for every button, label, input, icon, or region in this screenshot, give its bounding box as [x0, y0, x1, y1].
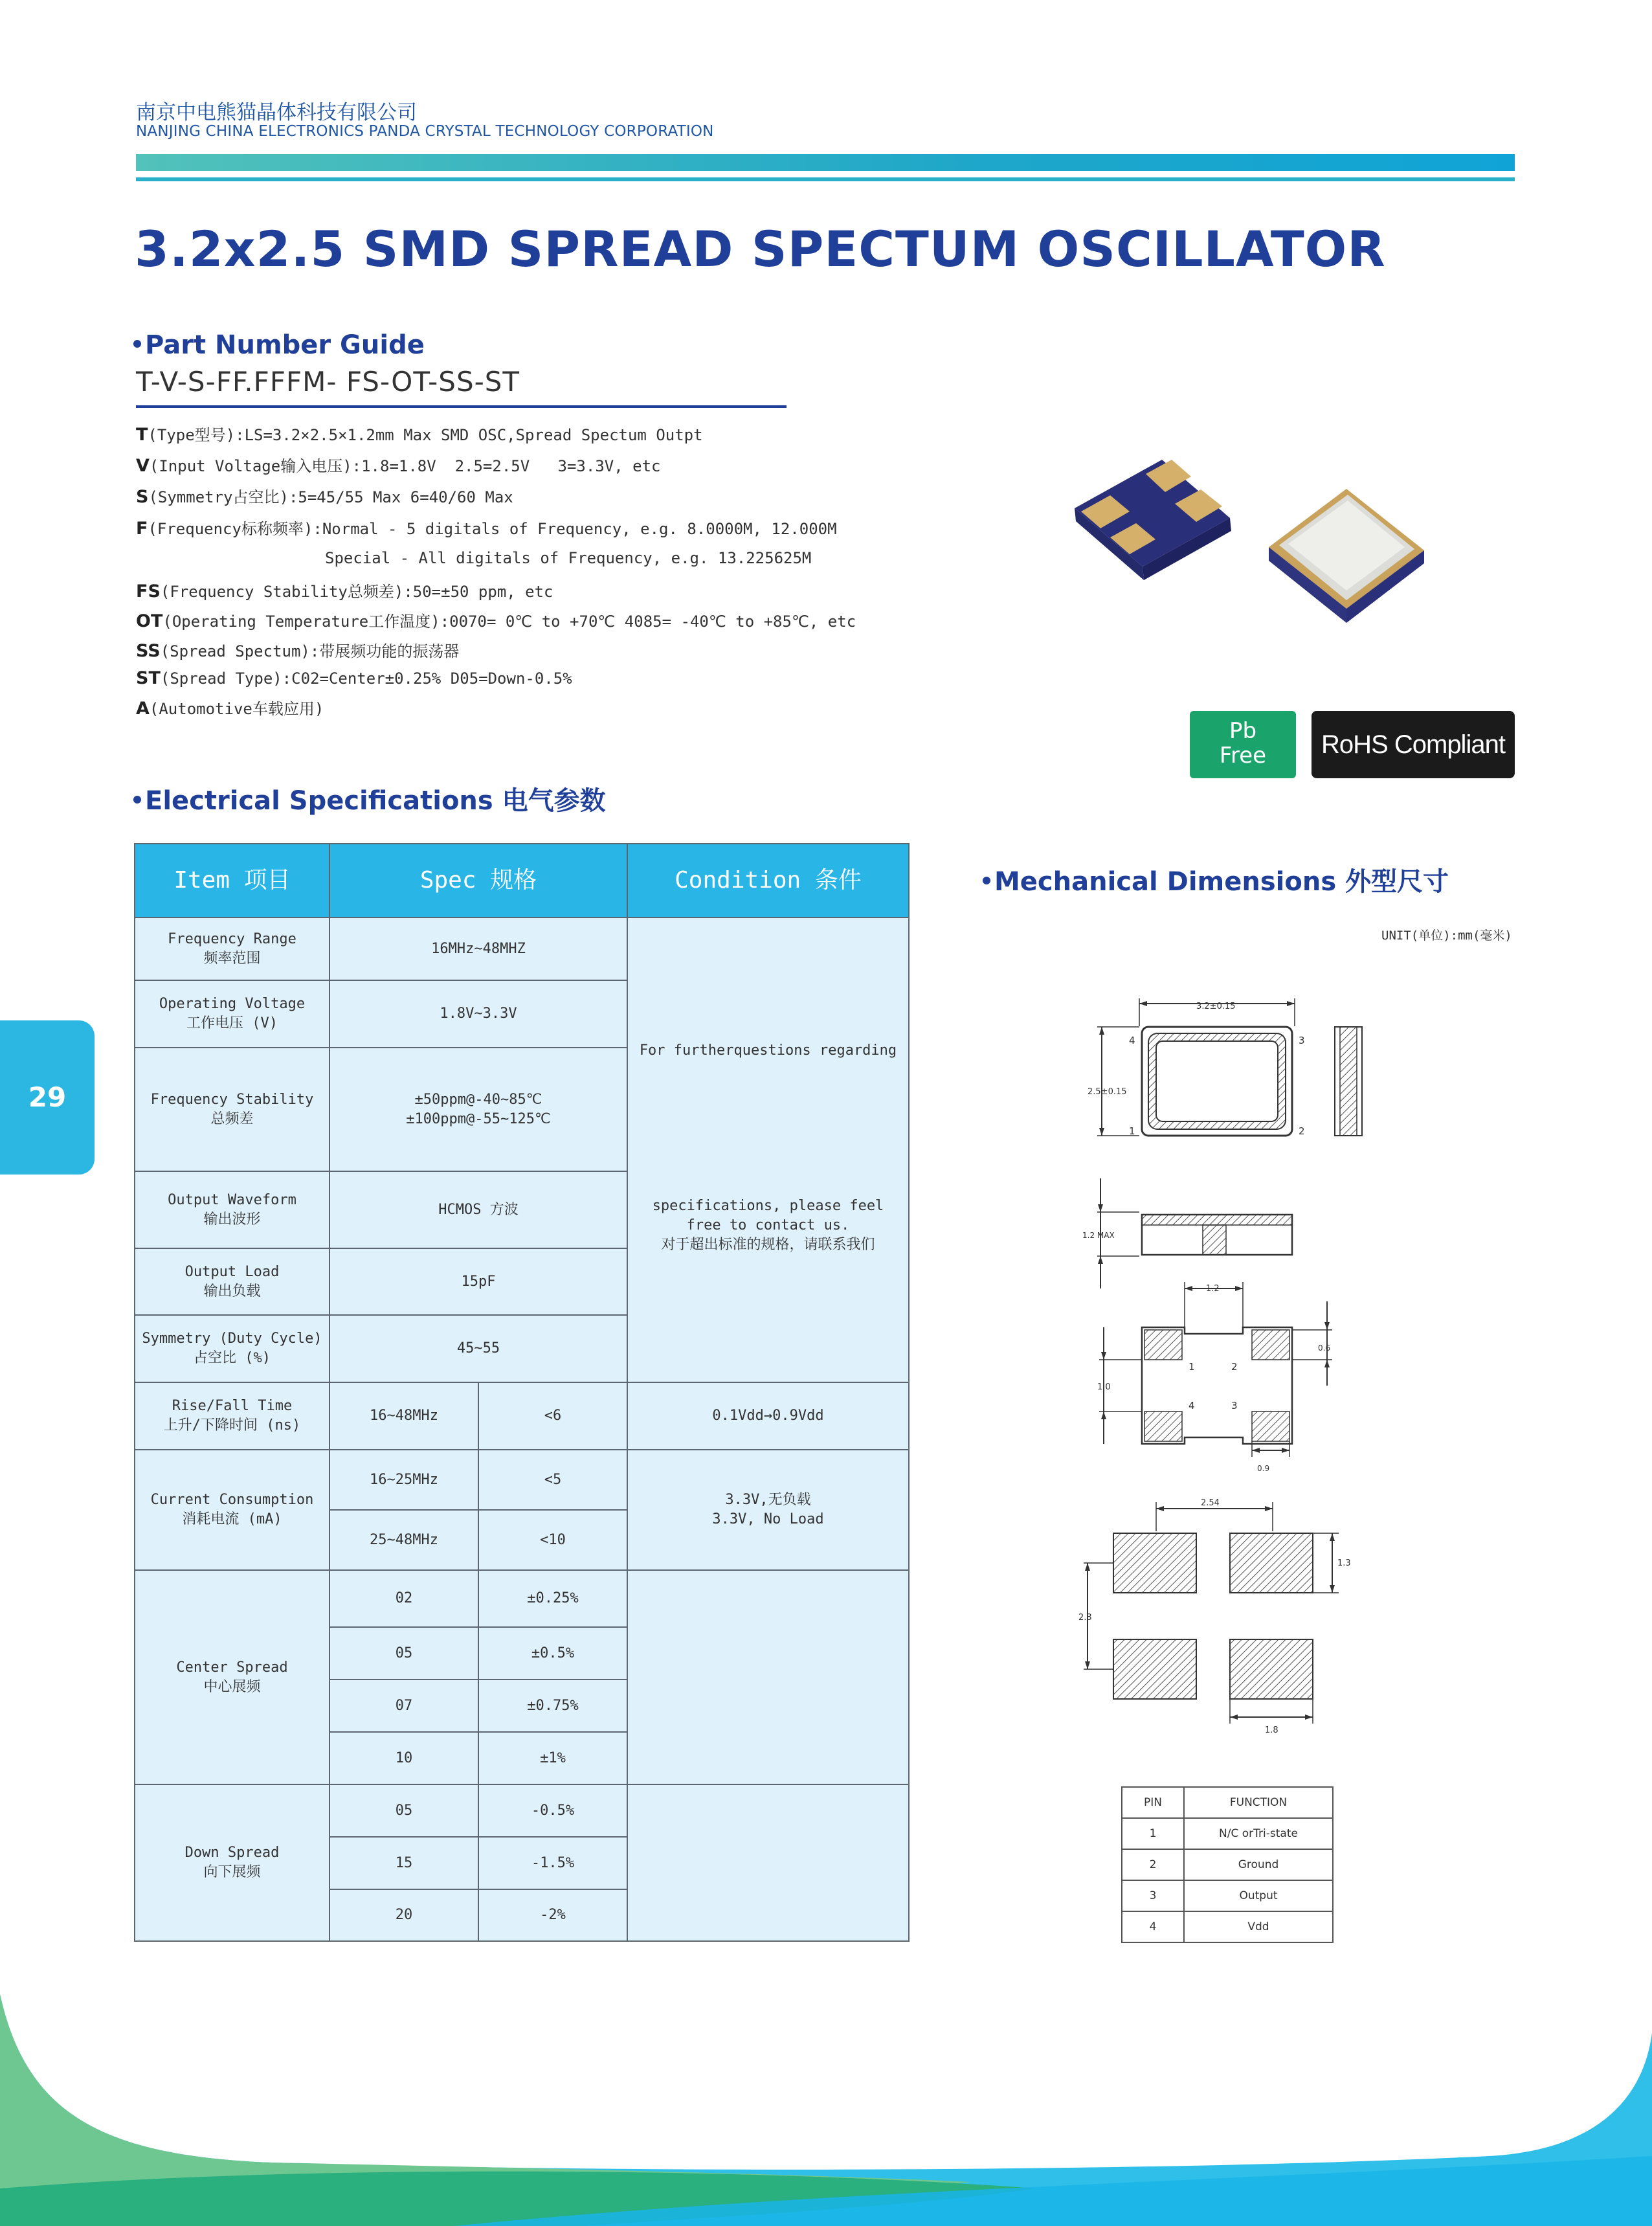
dim-width: 2.5±0.15 [1088, 1087, 1127, 1097]
item-cell: Operating Voltage 工作电压 (V) [135, 980, 329, 1048]
pin-cell: 2 [1122, 1849, 1184, 1880]
dim-pad-width: 0.9 [1257, 1464, 1270, 1473]
dim-height: 1.2 MAX [1082, 1231, 1115, 1240]
dim-pad-gap: 1.2 [1206, 1284, 1220, 1294]
pin-label: 4 [1189, 1400, 1195, 1411]
table-row [1122, 1818, 1333, 1849]
pin-label: 2 [1299, 1125, 1305, 1137]
code-cell: 05 [329, 1784, 478, 1837]
item-cell: Frequency Range 频率范围 [135, 917, 329, 980]
pn-line-symmetry: S(Symmetry占空比):5=45/55 Max 6=40/60 Max [136, 487, 513, 507]
dim-land-pitch-y: 2.3 [1078, 1613, 1092, 1623]
pn-line-frequency: F(Frequency标称频率):Normal - 5 digitals of Frequency, e.g. 8.0000M, 12.000M [136, 519, 837, 539]
oscillator-bottom-view [1075, 460, 1231, 580]
item-cell: Output Load 输出负载 [135, 1248, 329, 1315]
header-item: Item 项目 [135, 844, 329, 917]
pin-cell: 4 [1122, 1911, 1184, 1942]
code-cell: 02 [329, 1570, 478, 1627]
spec-cell: 45~55 [329, 1315, 627, 1382]
table-row [135, 1570, 909, 1627]
mechanical-drawing [1062, 984, 1398, 1748]
page-number-tab: 29 [0, 1020, 95, 1175]
value-cell: -1.5% [478, 1837, 627, 1889]
table-row [1122, 1911, 1333, 1942]
value-cell: ±0.25% [478, 1570, 627, 1627]
condition-cell [627, 1784, 909, 1941]
function-cell: Output [1184, 1880, 1333, 1911]
pin-label: 4 [1129, 1035, 1135, 1046]
dim-pad-height: 0.6 [1318, 1343, 1331, 1353]
function-cell: Ground [1184, 1849, 1333, 1880]
function-cell: N/C orTri-state [1184, 1818, 1333, 1849]
bullet-icon [133, 796, 141, 804]
spec-cell: 15pF [329, 1248, 627, 1315]
value-cell: ±1% [478, 1732, 627, 1784]
function-cell: Vdd [1184, 1911, 1333, 1942]
spec-cell: HCMOS 方波 [329, 1171, 627, 1248]
code-cell: 05 [329, 1627, 478, 1680]
pin-label: 2 [1231, 1361, 1238, 1373]
rohs-badge: RoHS Compliant [1312, 711, 1515, 778]
freq-cell: 25~48MHz [329, 1510, 478, 1570]
condition-cell: 0.1Vdd→0.9Vdd [627, 1382, 909, 1450]
freq-cell: 16~48MHz [329, 1382, 478, 1450]
table-row [135, 1784, 909, 1837]
value-cell: ±0.75% [478, 1680, 627, 1732]
pin-label: 3 [1299, 1035, 1305, 1046]
item-cell: Output Waveform 输出波形 [135, 1171, 329, 1248]
pin-header: PIN [1122, 1787, 1184, 1818]
bottom-view [1097, 1282, 1332, 1473]
pin-cell: 3 [1122, 1880, 1184, 1911]
header-condition: Condition 条件 [627, 844, 909, 917]
code-cell: 07 [329, 1680, 478, 1732]
value-cell: -0.5% [478, 1784, 627, 1837]
pn-line-spread-spectrum: SS(Spread Spectum):带展频功能的振荡器 [136, 641, 460, 661]
item-cell: Rise/Fall Time 上升/下降时间 (ns) [135, 1382, 329, 1450]
pn-line-stability: FS(Frequency Stability总频差):50=±50 ppm, etc [136, 581, 553, 601]
footer-wave [0, 1994, 1652, 2226]
part-number-underline [136, 405, 787, 408]
pn-line-type: T(Type型号):LS=3.2×2.5×1.2mm Max SMD OSC,Spread Spectum Outpt [136, 425, 703, 445]
dim-pad-gap-side: 1.0 [1097, 1382, 1111, 1392]
item-cell: Current Consumption 消耗电流 (mA) [135, 1450, 329, 1570]
side-view [1082, 1178, 1292, 1288]
value-cell: <10 [478, 1510, 627, 1570]
table-row [1122, 1787, 1333, 1818]
company-name-cn: 南京中电熊猫晶体科技有限公司 [136, 101, 417, 124]
dim-length: 3.2±0.15 [1196, 1002, 1236, 1011]
function-header: FUNCTION [1184, 1787, 1333, 1818]
pn-line-automotive: A(Automotive车载应用) [136, 699, 324, 719]
pb-free-badge: Pb Free [1190, 711, 1296, 778]
value-cell: -2% [478, 1889, 627, 1941]
item-cell: Down Spread 向下展频 [135, 1784, 329, 1941]
code-cell: 10 [329, 1732, 478, 1784]
code-cell: 20 [329, 1889, 478, 1941]
top-view [1088, 998, 1362, 1137]
page-title: 3.2x2.5 SMD SPREAD SPECTUM OSCILLATOR [135, 220, 1386, 278]
pin-label: 1 [1129, 1125, 1135, 1137]
bullet-icon [983, 877, 990, 884]
item-cell: Center Spread 中心展频 [135, 1570, 329, 1784]
condition-cell [627, 1570, 909, 1784]
company-name-en: NANJING CHINA ELECTRONICS PANDA CRYSTAL TECHNOLOGY CORPORATION [136, 123, 714, 140]
pn-line-voltage: V(Input Voltage输入电压):1.8=1.8V 2.5=2.5V 3=3.3V, etc [136, 456, 661, 476]
pn-line-spread-type: ST(Spread Type):C02=Center±0.25% D05=Down-0.5% [136, 668, 572, 688]
spec-cell: 1.8V~3.3V [329, 980, 627, 1048]
dim-land-height: 1.3 [1337, 1558, 1351, 1568]
dim-land-width: 1.8 [1265, 1726, 1278, 1735]
item-cell: Symmetry (Duty Cycle) 占空比 (%) [135, 1315, 329, 1382]
table-row [1122, 1880, 1333, 1911]
part-number-heading: Part Number Guide [133, 330, 425, 360]
value-cell: <5 [478, 1450, 627, 1510]
electrical-spec-table [134, 843, 910, 1942]
pn-line-frequency-special: Special - All digitals of Frequency, e.g. 13.225625M [325, 549, 812, 567]
condition-note-cell: For furtherquestions regarding specifications, please feel free to contact us. 对于超出标准的规格，请联系我们 [627, 917, 909, 1382]
condition-cell: 3.3V,无负载 3.3V, No Load [627, 1450, 909, 1570]
bullet-icon [133, 340, 141, 348]
pin-label: 3 [1231, 1400, 1238, 1411]
pin-cell: 1 [1122, 1818, 1184, 1849]
electrical-heading: Electrical Specifications 电气参数 [133, 780, 606, 817]
header-spec: Spec 规格 [329, 844, 627, 917]
spec-cell: 16MHz~48MHZ [329, 917, 627, 980]
code-cell: 15 [329, 1837, 478, 1889]
oscillator-top-view [1269, 489, 1424, 623]
value-cell: <6 [478, 1382, 627, 1450]
unit-note: UNIT(单位):mm(毫米) [1381, 928, 1512, 943]
header-divider [136, 177, 1515, 181]
freq-cell: 16~25MHz [329, 1450, 478, 1510]
pin-function-table [1121, 1786, 1334, 1943]
spec-cell: ±50ppm@-40~85℃ ±100ppm@-55~125℃ [329, 1048, 627, 1171]
mechanical-heading: Mechanical Dimensions 外型尺寸 [983, 861, 1449, 898]
land-pattern [1078, 1498, 1351, 1735]
header-gradient-bar [136, 154, 1515, 171]
part-number-code: T-V-S-FF.FFFM- FS-OT-SS-ST [136, 366, 520, 398]
item-cell: Frequency Stability 总频差 [135, 1048, 329, 1171]
table-row [135, 917, 909, 980]
pn-line-temperature: OT(Operating Temperature工作温度):0070= 0℃ to +70℃ 4085= -40℃ to +85℃, etc [136, 611, 856, 631]
value-cell: ±0.5% [478, 1627, 627, 1680]
table-row [135, 1450, 909, 1510]
pin-label: 1 [1189, 1361, 1195, 1373]
product-photo [1062, 447, 1444, 641]
table-row [1122, 1849, 1333, 1880]
dim-land-pitch-x: 2.54 [1201, 1498, 1220, 1508]
table-row [135, 1382, 909, 1450]
